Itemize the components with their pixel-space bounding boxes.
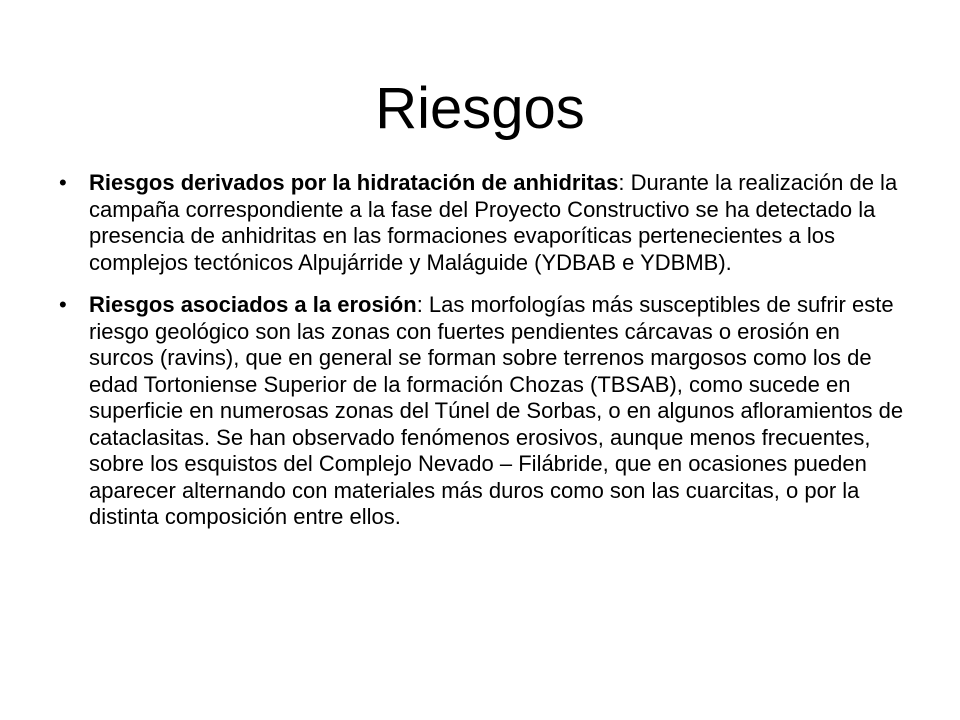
- slide-title: Riesgos: [375, 76, 585, 141]
- bullet-term: Riesgos derivados por la hidratación de anhidritas: [89, 170, 619, 195]
- bullet-text: : Las morfologías más susceptibles de sufrir este riesgo geológico son las zonas con fuertes pendientes cárcavas o erosión en surcos (ravins), que en general se forman sobre terrenos margosos como los de edad Tortoniense Superior de la formación Chozas (TBSAB), como sucede en superficie en numerosas zonas del Túnel de Sorbas, o en algunos afloramientos de cataclasitas. Se han observado fenómenos erosivos, aunque menos frecuentes, sobre los esquistos del Complejo Nevado – Filábride, que en ocasiones pueden aparecer alternando con materiales más duros como son las cuarcitas, o por la distinta composición entre ellos.: [89, 292, 904, 529]
- bullet-text: : Durante la realización de la campaña correspondiente a la fase del Proyecto Constructivo se ha detectado la presencia de anhidritas en las formaciones evaporíticas pertenecientes a los complejos tectónicos Alpujárride y Maláguide (YDBAB e YDBMB).: [89, 170, 898, 275]
- bullet-item-anhidritas: [59, 170, 909, 276]
- bullet-item-erosion: [59, 292, 909, 531]
- bullet-icon: •: [59, 170, 67, 195]
- bullet-term: Riesgos asociados a la erosión: [89, 292, 417, 317]
- bullet-icon: •: [59, 292, 67, 317]
- bullet-list: [59, 170, 909, 547]
